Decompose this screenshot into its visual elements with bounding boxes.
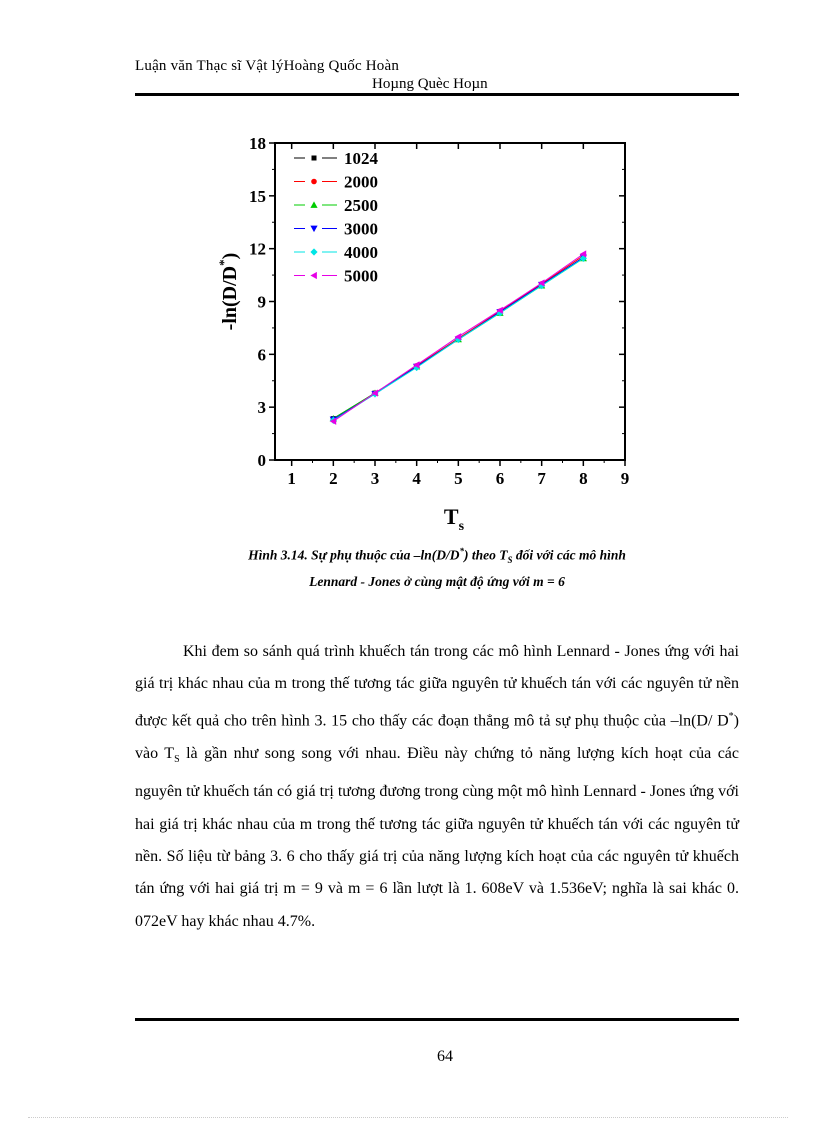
- x-axis-label-main: T: [443, 504, 459, 529]
- body-paragraph: [135, 636, 739, 938]
- legend-label-3000: 3000: [344, 219, 378, 239]
- y-tick-label-3: 3: [257, 398, 266, 418]
- chart-labels: [216, 253, 465, 534]
- y-tick-label-18: 18: [249, 134, 266, 153]
- legend-label-1024: 1024: [344, 149, 378, 168]
- y-tick-label-6: 6: [257, 345, 266, 365]
- x-tick-label-5: 5: [454, 469, 463, 488]
- legend-marker-3000: [310, 226, 317, 232]
- page-number: 64: [437, 1048, 453, 1065]
- header-garbled-name: Hoµng Quèc Hoµn: [372, 76, 488, 92]
- figure-caption-line2: Lennard - Jones ở cùng mật độ ứng với m = 6: [309, 574, 565, 589]
- caption-text-b: ) theo T: [464, 547, 508, 563]
- chart-legend: [294, 149, 379, 286]
- x-tick-label-9: 9: [620, 469, 630, 488]
- body-sup: *: [728, 710, 734, 722]
- caption-text-c: đối với các mô hình: [512, 547, 626, 563]
- legend-item-5000: [294, 267, 378, 286]
- legend-item-1024: [294, 149, 379, 168]
- caption-sup: *: [459, 546, 464, 556]
- body-sub: S: [174, 753, 180, 765]
- y-tick-label-0: 0: [257, 451, 266, 470]
- y-tick-label-15: 15: [249, 186, 266, 206]
- body-part2: ) vào T: [135, 712, 739, 762]
- x-tick-label-6: 6: [495, 469, 505, 488]
- x-tick-label-7: 7: [537, 469, 546, 488]
- x-tick-label-2: 2: [329, 469, 338, 488]
- figure-chart: [200, 126, 640, 536]
- legend-item-3000: [294, 220, 378, 239]
- legend-item-2000: [294, 173, 378, 192]
- y-axis-label-close: ): [219, 252, 241, 260]
- x-tick-label-1: 1: [287, 469, 296, 488]
- legend-label-5000: 5000: [344, 266, 378, 286]
- legend-label-4000: 4000: [344, 243, 378, 262]
- caption-text-a: Hình 3.14. Sự phụ thuộc của –ln(D/D: [248, 547, 460, 563]
- header-author-line: Luận văn Thạc sĩ Vật lýHoàng Quốc Hoàn: [135, 58, 400, 74]
- legend-label-2500: 2500: [344, 196, 378, 215]
- body-part3: là gần như song song với nhau. Điều này chứng tỏ năng lượng kích hoạt của các nguyên tử khuếch tán có giá trị tương đương trong cùng một mô hình Lennard - Jones ứng với hai giá trị khác nhau của m trong thế tương tác giữa nguyên tử khuếch tán với các nguyên tử nền. Số liệu từ bảng 3. 6 cho thấy giá trị của năng lượng kích hoạt của các nguyên tử khuếch tán ứng với hai giá trị m = 9 và m = 6 lần lượt là 1. 608eV và 1.536eV; nghĩa là sai khác 0. 072eV hay khác nhau 4.7%.: [135, 744, 740, 930]
- body-part1: Khi đem so sánh quá trình khuếch tán trong các mô hình Lennard - Jones ứng với hai giá trị khác nhau của m trong thế tương tác giữa nguyên tử khuếch tán với các nguyên tử nền được kết quả cho trên hình 3. 15 cho thấy các đoạn thẳng mô tả sự phụ thuộc của –ln(D/ D: [135, 643, 739, 730]
- x-axis-label-sub: s: [458, 519, 465, 534]
- y-tick-label-9: 9: [257, 292, 266, 312]
- caption-sub: S: [507, 555, 513, 566]
- legend-label-2000: 2000: [344, 172, 378, 192]
- x-axis-label: [444, 504, 465, 534]
- y-axis-label-sup: *: [216, 259, 231, 266]
- legend-item-4000: [294, 243, 378, 262]
- legend-marker-1024: [312, 156, 317, 161]
- x-tick-label-8: 8: [579, 469, 588, 488]
- page-bottom-border: [28, 1117, 788, 1118]
- header-rule: [135, 93, 739, 96]
- plot-frame: [275, 143, 625, 460]
- y-axis-label: [216, 253, 241, 331]
- y-axis-label-main: -ln(D/D: [219, 265, 241, 331]
- chart-axes: [249, 134, 629, 488]
- figure-caption-line1: [135, 546, 739, 565]
- legend-marker-2500: [310, 201, 317, 207]
- footer-rule: [135, 1018, 739, 1021]
- legend-marker-5000: [310, 272, 316, 279]
- legend-marker-4000: [310, 248, 317, 255]
- x-tick-label-3: 3: [370, 469, 380, 488]
- legend-item-2500: [294, 196, 378, 215]
- legend-marker-2000: [311, 179, 317, 185]
- y-tick-label-12: 12: [249, 239, 266, 259]
- x-tick-label-4: 4: [412, 469, 421, 488]
